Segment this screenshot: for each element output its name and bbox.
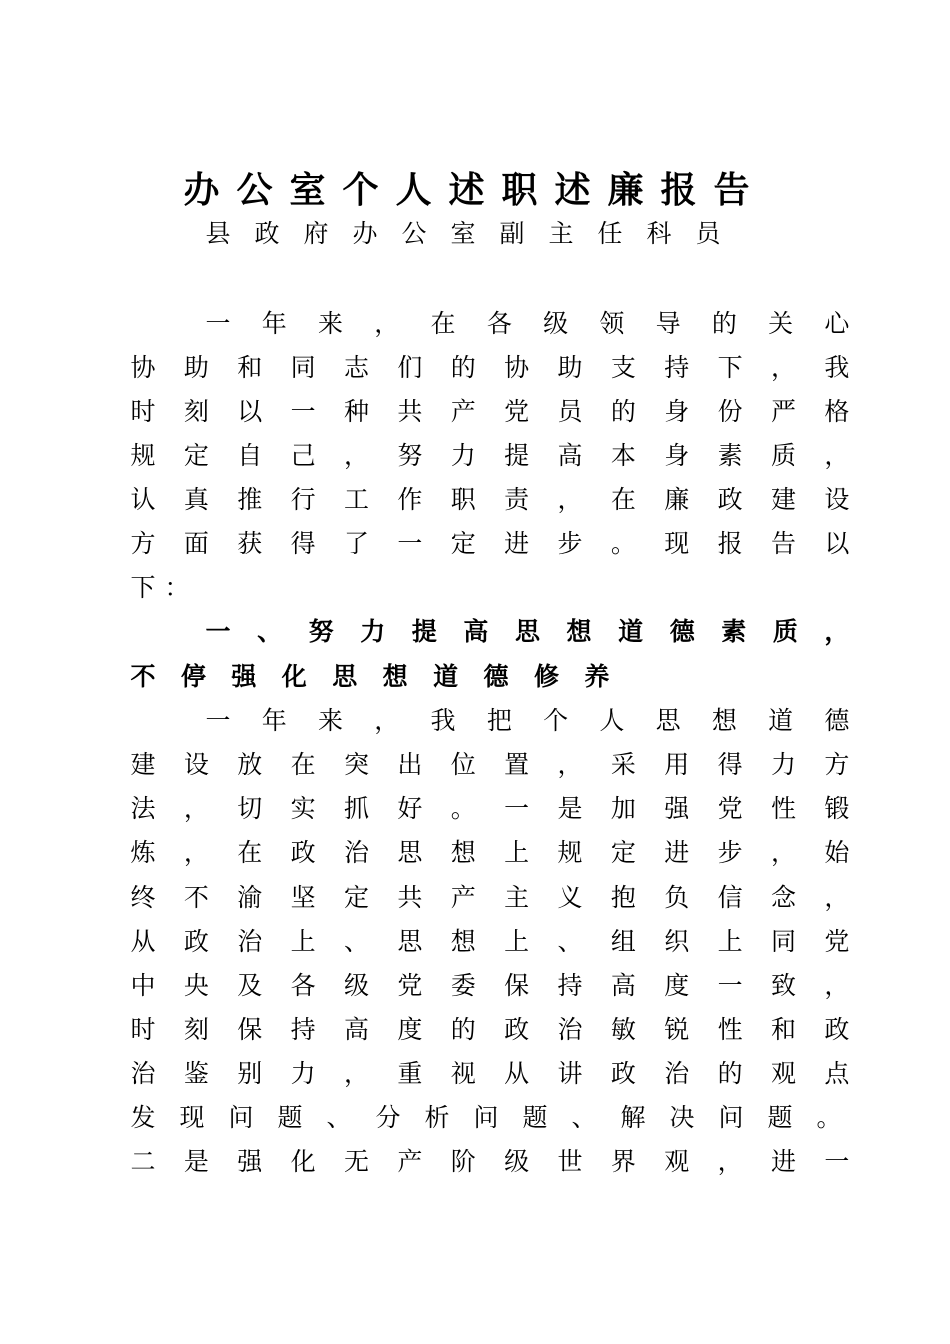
paragraph-line: 时 刻 以 一 种 共 产 党 员 的 身 份 严 格 — [130, 397, 850, 426]
paragraph-line: 协 助 和 同 志 们 的 协 助 支 持 下 ， 我 — [130, 353, 850, 382]
section-heading-line: 一 、 努 力 提 高 思 想 道 德 素 质 ， — [205, 617, 850, 646]
paragraph-line: 一 年 来 ， 在 各 级 领 导 的 关 心 — [205, 309, 850, 338]
paragraph-line: 规 定 自 己 ， 努 力 提 高 本 身 素 质 ， — [130, 441, 850, 470]
paragraph-line: 认 真 推 行 工 作 职 责 ， 在 廉 政 建 设 — [130, 485, 850, 514]
document-title: 办公室个人述职述廉报告 — [183, 169, 767, 211]
paragraph-line: 建 设 放 在 突 出 位 置 ， 采 用 得 力 方 — [130, 750, 850, 779]
paragraph-line: 下 ： — [130, 573, 190, 602]
paragraph-line: 中 央 及 各 级 党 委 保 持 高 度 一 致 ， — [130, 971, 850, 1000]
paragraph-line: 一 年 来 ， 我 把 个 人 思 想 道 德 — [205, 706, 850, 735]
paragraph-line: 从 政 治 上 、 思 想 上 、 组 织 上 同 党 — [130, 927, 850, 956]
paragraph-line: 治 鉴 别 力 ， 重 视 从 讲 政 治 的 观 点 — [130, 1059, 850, 1088]
paragraph-line: 时 刻 保 持 高 度 的 政 治 敏 锐 性 和 政 — [130, 1015, 850, 1044]
document-subtitle: 县政府办公室副主任科员 — [205, 219, 745, 248]
paragraph-line: 发 现 问 题 、 分 析 问 题 、 解 决 问 题 。 — [130, 1103, 842, 1132]
paragraph-line: 法 ， 切 实 抓 好 。 一 是 加 强 党 性 锻 — [130, 794, 850, 823]
section-heading-line: 不 停 强 化 思 想 道 德 修 养 — [130, 662, 610, 691]
paragraph-line: 二 是 强 化 无 产 阶 级 世 界 观 ， 进 一 — [130, 1147, 850, 1176]
paragraph-line: 终 不 渝 坚 定 共 产 主 义 抱 负 信 念 ， — [130, 883, 850, 912]
paragraph-line: 炼 ， 在 政 治 思 想 上 规 定 进 步 ， 始 — [130, 838, 850, 867]
paragraph-line: 方 面 获 得 了 一 定 进 步 。 现 报 告 以 — [130, 529, 850, 558]
